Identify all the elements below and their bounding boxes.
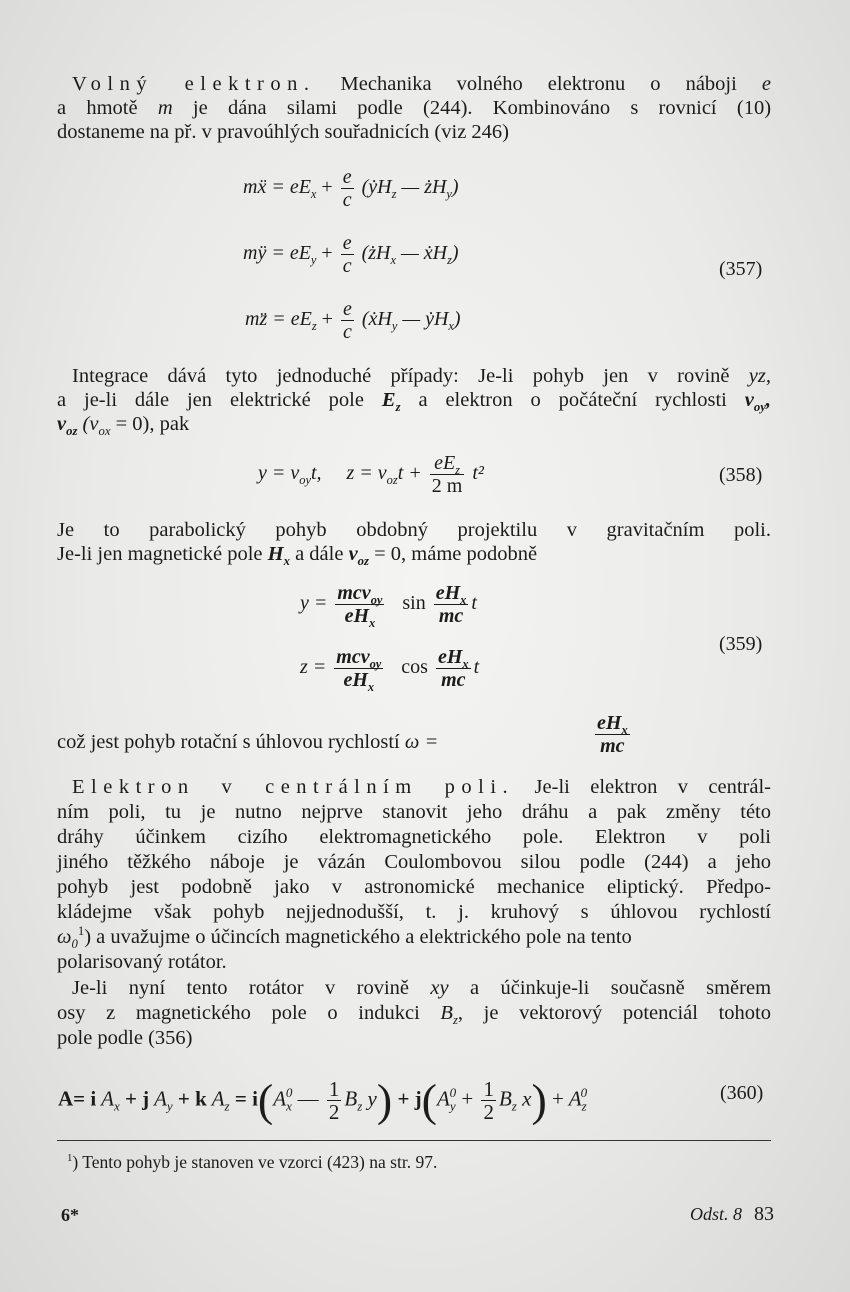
- numerator: 1: [483, 1077, 494, 1101]
- sub: x: [286, 1098, 292, 1114]
- equation-number-357: (357): [719, 258, 763, 280]
- sym: v: [744, 389, 754, 411]
- eq-sub: z: [311, 319, 317, 334]
- symbol-omega0: [57, 926, 78, 952]
- sym: v: [57, 413, 67, 435]
- eq-part: z = v: [346, 462, 387, 485]
- fraction-one-half: [481, 1078, 496, 1123]
- eq-sub: y: [391, 319, 398, 334]
- num-text: mcv: [336, 646, 370, 668]
- integrace-line-3: [57, 412, 771, 439]
- text: a uvažujme o účincích magnetického a elektrického pole na tento: [96, 926, 632, 948]
- equation-number-360: (360): [720, 1082, 764, 1104]
- denominator: mc: [441, 669, 466, 691]
- parabolic-line-2: [57, 542, 771, 569]
- sub: z: [357, 1098, 363, 1114]
- equation-357-row-3: mz̈ = $eE_z$ + $\frac{e}{c}$ (ẋH$_y$ — ẏH$_x$): [245, 298, 461, 343]
- text: Je-li jen magnetické pole: [57, 543, 263, 565]
- sup: 0: [285, 1085, 293, 1101]
- signature-mark: 6*: [61, 1205, 79, 1225]
- sym: A: [568, 1086, 582, 1111]
- section1-line-3: dostaneme na př. v pravoúhlých souřadnicích (viz 246): [57, 121, 510, 143]
- sub: oz: [357, 554, 369, 569]
- denominator: 2: [483, 1100, 494, 1124]
- numerator: [436, 646, 471, 669]
- sub: y: [449, 1098, 456, 1114]
- text: = 0, máme podobně: [368, 543, 538, 565]
- rotator-line-1: [72, 976, 771, 1000]
- rotator-line-3: pole podle (356): [57, 1027, 193, 1049]
- section-label: Odst. 8: [689, 1204, 742, 1224]
- symbol-v-oz: [57, 413, 78, 439]
- denominator: c: [342, 321, 352, 343]
- eq-part: +: [456, 1086, 474, 1111]
- num-text: eH: [437, 646, 463, 668]
- sub: x: [283, 554, 290, 569]
- sym: A: [154, 1086, 167, 1111]
- denominator: [335, 605, 384, 630]
- symbol-xy: xy: [430, 977, 449, 999]
- num-text: eE: [434, 452, 456, 474]
- section2-line-8: polarisovaný rotátor.: [57, 951, 227, 973]
- section1-line-2: [57, 96, 771, 120]
- sub: z: [452, 1013, 458, 1028]
- sub: x: [369, 616, 376, 630]
- footnote-divider: [57, 1140, 771, 1141]
- sym: ω: [57, 926, 72, 948]
- eq-part: t,: [310, 462, 322, 485]
- text: = 0), pak: [110, 413, 190, 435]
- text: a účinkuje-li současně směrem: [470, 977, 772, 999]
- eq-sub: y: [310, 253, 317, 268]
- section2-line-6: kládejme však pohyb nejjednodušší, t. j. kruhový s úhlovou rychlostí: [57, 901, 771, 923]
- sub: x: [462, 657, 469, 671]
- sub: ox: [98, 424, 111, 439]
- eq-tail: t: [473, 656, 480, 679]
- eq-part: = i: [234, 1086, 258, 1111]
- denominator: c: [342, 189, 352, 211]
- parabolic-line-1: Je to parabolický pohyb obdobný projektilu v gravitačním poli.: [57, 519, 771, 541]
- eq-part: + j: [397, 1086, 422, 1111]
- eq-tail: t: [471, 592, 477, 615]
- section-heading-volny-elektron: Volný elektron.: [72, 73, 316, 95]
- sym: H: [267, 543, 284, 565]
- sym: A: [273, 1086, 287, 1111]
- eq-sub: z: [391, 187, 397, 202]
- sub: z: [581, 1098, 587, 1114]
- eq-mid: — żH: [396, 176, 447, 199]
- eq-rhs: (ẏH: [361, 176, 392, 199]
- symbol-omega: ω =: [404, 731, 439, 753]
- section1-line-1: [72, 72, 771, 96]
- sub: oy: [369, 657, 382, 671]
- eq-close: ): [451, 176, 459, 199]
- eq-lhs: z =: [300, 656, 327, 679]
- section2-line-2: ním poli, tu je nutno nejprve stanovit jeho dráhu a pak změny této: [57, 801, 771, 823]
- numerator: e: [342, 298, 352, 320]
- sup: 0: [580, 1085, 588, 1101]
- text: a dále: [295, 543, 344, 565]
- sub: z: [455, 463, 460, 477]
- section2-line-7: [57, 924, 771, 952]
- numerator: e: [342, 232, 352, 254]
- paren-open: (: [421, 1074, 437, 1126]
- eq-sub: oz: [386, 473, 398, 488]
- sub: x: [113, 1098, 120, 1114]
- num-text: eH: [435, 582, 461, 604]
- fraction-mcv-over-eH: [335, 582, 384, 630]
- num-text: eH: [597, 712, 622, 734]
- text: Je-li elektron v centrál-: [534, 776, 771, 798]
- text: Je-li nyní tento rotátor v rovině: [72, 977, 409, 999]
- function-sin: sin: [402, 592, 426, 615]
- symbol-v-oz: [348, 543, 369, 569]
- sym: x: [522, 1086, 532, 1111]
- page-footer-right: [690, 1203, 774, 1226]
- footnote: [67, 1152, 437, 1173]
- equation-360: [58, 1074, 588, 1126]
- sub: 0: [71, 937, 78, 952]
- section2-line-4: jiného těžkého náboje je vázán Coulombovou silou podle (244) a jeho: [57, 851, 771, 873]
- page-number: 83: [754, 1203, 774, 1225]
- equation-359-row-1: [300, 582, 477, 630]
- sub: oy: [753, 400, 766, 415]
- eq-rhs: (żH: [361, 242, 391, 265]
- fraction-eH-over-mc: [595, 712, 630, 757]
- sub: z: [224, 1098, 230, 1114]
- sym: B: [440, 1002, 453, 1024]
- eq-close: ): [451, 242, 459, 265]
- numerator: e: [342, 166, 352, 188]
- footnote-text: ) Tento pohyb je stanoven ve vzorci (423) na str. 97.: [72, 1152, 438, 1172]
- sub: oz: [66, 424, 78, 439]
- eq-part: t²: [472, 462, 484, 485]
- eq-part: +: [552, 1086, 564, 1111]
- sub: x: [460, 593, 467, 607]
- eq-lhs: y =: [300, 592, 328, 615]
- fraction-eEz-over-2m: [430, 452, 465, 497]
- text: osy z magnetického pole o indukci: [57, 1002, 420, 1024]
- sym: A: [101, 1086, 114, 1111]
- text: a elektron o počáteční rychlosti: [418, 389, 727, 411]
- rotator-line-2: [57, 1001, 771, 1028]
- function-cos: cos: [401, 656, 428, 679]
- numerator: [334, 646, 383, 669]
- fraction-eH-over-mc: [436, 646, 471, 691]
- eq-lhs: mẍ = eE: [243, 176, 311, 199]
- numerator: [430, 452, 465, 475]
- equation-number-358: (358): [719, 464, 763, 486]
- sub: z: [511, 1098, 517, 1114]
- text: Integrace dává tyto jednoduché případy: Je-li pohyb jen v rovině: [72, 365, 730, 387]
- symbol-yz: yz,: [748, 365, 771, 387]
- text: a hmotě: [57, 97, 138, 119]
- eq-sub: y: [446, 187, 452, 202]
- section2-line-5: pohyb jest podobně jako v astronomické mechanice eliptický. Předpo-: [57, 876, 771, 898]
- sym: E: [381, 389, 396, 411]
- omega-fraction: [592, 712, 633, 757]
- symbol-Hx: [267, 543, 290, 569]
- fraction-mcv-over-eH: [334, 646, 383, 694]
- sub: x: [367, 680, 375, 694]
- numerator: [595, 712, 630, 735]
- denominator: mc: [600, 735, 625, 757]
- integrace-line-2: [57, 388, 772, 415]
- fraction-one-half: [327, 1078, 342, 1123]
- symbol-v-oy: $v_{oy}$,: [744, 389, 772, 415]
- integrace-line-1: [72, 364, 771, 388]
- sup: 0: [449, 1085, 457, 1101]
- fraction-e-over-c: [341, 232, 354, 277]
- text: což jest pohyb rotační s úhlovou rychlostí: [57, 731, 400, 753]
- eq-part: + k: [177, 1086, 207, 1111]
- denominator: mc: [438, 605, 464, 627]
- symbol-Bz: [440, 1002, 458, 1028]
- sub: y: [166, 1098, 173, 1114]
- eq-sub: x: [448, 319, 454, 334]
- sym: B: [344, 1086, 358, 1111]
- fraction-eH-over-mc: [434, 582, 469, 627]
- paren-close: ): [376, 1074, 393, 1126]
- fraction-e-over-c: [341, 298, 354, 343]
- fraction-e-over-c: [341, 166, 354, 211]
- section2-line-1: [72, 775, 771, 799]
- denominator: 2 m: [431, 475, 463, 497]
- eq-lhs: mÿ = eE: [243, 242, 311, 265]
- num-text: mcv: [337, 582, 371, 604]
- eq-close: ): [453, 308, 461, 331]
- eq-part: = i: [73, 1086, 97, 1111]
- denominator: [334, 669, 383, 694]
- sub: oy: [370, 593, 383, 607]
- eq-lhs: mz̈ = eE: [245, 308, 312, 331]
- section-heading-elektron-v-centralnim-poli: Elektron v centrálním poli.: [72, 776, 515, 798]
- paren-open: (: [257, 1074, 274, 1126]
- footnote-ref[interactable]: 1: [77, 924, 85, 939]
- paren-close: ): [531, 1074, 547, 1126]
- footnote-marker: 1: [67, 1152, 73, 1165]
- den-text: eH: [344, 605, 369, 627]
- sym: A: [211, 1086, 225, 1111]
- equation-357-row-1: mẍ = $eE_x$ + $\frac{e}{c}$ (ẏH$_z$ — $żH_y$): [243, 166, 459, 211]
- equation-358: [258, 452, 484, 497]
- numerator: [335, 582, 384, 605]
- vector-A: A: [58, 1086, 74, 1111]
- eq-part: y = v: [258, 462, 300, 485]
- omega-line: [57, 730, 771, 754]
- eq-sub: x: [310, 187, 317, 202]
- symbol-m: m: [157, 97, 173, 119]
- denominator: c: [342, 255, 352, 277]
- equation-number-359: (359): [719, 633, 763, 655]
- text: , je vektorový potenciál tohoto: [457, 1002, 771, 1024]
- sub: z: [395, 400, 401, 415]
- numerator: 1: [328, 1077, 340, 1101]
- denominator: 2: [328, 1100, 340, 1124]
- eq-mid: — ẏH: [397, 308, 449, 331]
- equation-357-row-2: mÿ = $eE_y$ + $\frac{e}{c}$ ($żH_x$ — ẋH$_z$): [243, 232, 459, 277]
- eq-part: + j: [124, 1086, 150, 1111]
- symbol-e: e: [761, 73, 772, 95]
- equation-359-row-2: [300, 646, 480, 694]
- sym: v: [348, 543, 358, 565]
- eq-part: —: [292, 1086, 319, 1111]
- symbol-E: [381, 389, 401, 415]
- eq-sub: x: [390, 253, 396, 268]
- paren: ): [84, 926, 92, 948]
- text: Mechanika volného elektronu o náboji: [340, 73, 737, 95]
- eq-sub: z: [447, 253, 452, 268]
- sym: B: [498, 1086, 512, 1111]
- section2-line-3: dráhy účinkem cizího elektromagnetického pole. Elektron v poli: [57, 826, 771, 848]
- sub: x: [621, 723, 628, 737]
- eq-mid: — ẋH: [395, 242, 448, 265]
- symbol-v-ox: [82, 413, 111, 439]
- eq-sub: oy: [299, 473, 311, 488]
- den-text: eH: [343, 669, 368, 691]
- eq-rhs: (ẋH: [361, 308, 392, 331]
- text: je dána silami podle (244). Kombinováno s rovnicí (10): [192, 97, 772, 119]
- sym: A: [436, 1086, 450, 1111]
- numerator: [434, 582, 469, 605]
- text: a je-li dále jen elektrické pole: [57, 389, 364, 411]
- sym: (v: [82, 413, 99, 435]
- eq-part: t +: [397, 462, 422, 485]
- sym: y: [367, 1086, 377, 1111]
